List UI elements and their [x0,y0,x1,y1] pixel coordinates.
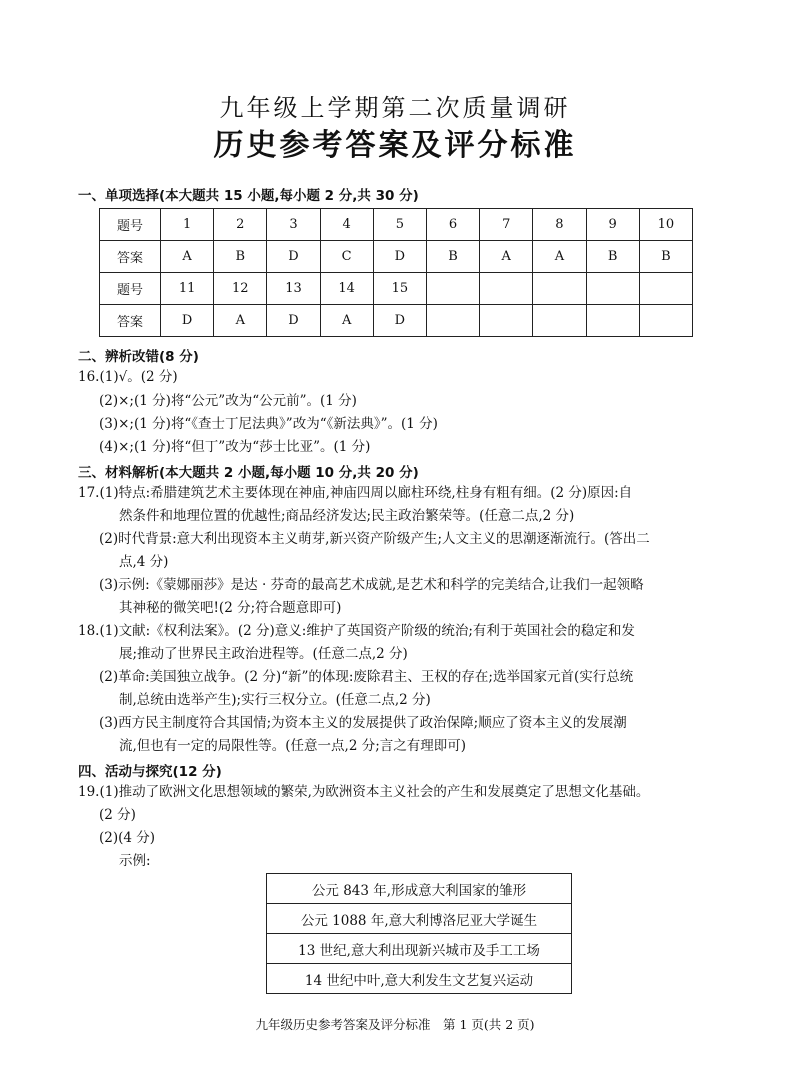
answer-line: 示例: [119,853,151,869]
answer-line: 16.(1)√。(2 分) [78,369,178,385]
timeline-table [266,873,572,994]
table-cell: B [586,241,639,273]
table-row [100,305,693,337]
table-row [267,964,572,994]
table-cell: 12 [214,273,267,305]
document-subtitle: 历史参考答案及评分标准 [213,128,577,163]
table-cell: 8 [533,209,586,241]
page-footer: 九年级历史参考答案及评分标准 第 1 页(共 2 页) [255,1017,535,1032]
answer-line: 流,但也有一定的局限性等。(任意一点,2 分;言之有理即可) [119,738,467,754]
table-cell [480,305,533,337]
timeline-cell: 13 世纪,意大利出现新兴城市及手工工场 [267,934,572,964]
row-label-answer: 答案 [100,305,161,337]
section-1-heading: 一、单项选择(本大题共 15 小题,每小题 2 分,共 30 分) [78,188,419,204]
table-cell: 2 [214,209,267,241]
table-row [100,209,693,241]
table-cell: B [214,241,267,273]
table-cell: 9 [586,209,639,241]
table-cell [586,273,639,305]
answer-line: 展;推动了世界民主政治进程等。(任意二点,2 分) [119,646,408,662]
table-cell: A [161,241,214,273]
table-cell: B [639,241,692,273]
row-label-answer: 答案 [100,241,161,273]
table-row [267,934,572,964]
section-3-heading: 三、材料解析(本大题共 2 小题,每小题 10 分,共 20 分) [78,465,419,481]
table-cell: A [480,241,533,273]
answer-line: 18.(1)文献:《权利法案》。(2 分)意义:维护了英国资产阶级的统治;有利于英国社会的稳定和发 [78,623,635,639]
table-row [267,904,572,934]
answer-table [99,208,693,337]
answer-line: 17.(1)特点:希腊建筑艺术主要体现在神庙,神庙四周以廊柱环绕,柱身有粗有细。(2 分)原因:自 [78,485,633,501]
table-row [100,241,693,273]
table-cell: B [426,241,479,273]
answer-line: (3)×;(1 分)将“《查士丁尼法典》”改为“《新法典》”。(1 分) [99,416,438,432]
row-label-question: 题号 [100,209,161,241]
answer-line: (2)×;(1 分)将“公元”改为“公元前”。(1 分) [99,393,357,409]
answer-line: 其神秘的微笑吧!(2 分;符合题意即可) [119,600,342,616]
table-cell [586,305,639,337]
table-cell: 10 [639,209,692,241]
table-cell: 4 [320,209,373,241]
answer-line: (3)示例:《蒙娜丽莎》是达 · 芬奇的最高艺术成就,是艺术和科学的完美结合,让我们一起领略 [99,577,644,593]
table-cell: D [267,241,320,273]
table-cell [639,273,692,305]
table-cell: D [373,305,426,337]
table-cell: C [320,241,373,273]
document-title: 九年级上学期第二次质量调研 [219,94,571,122]
answer-line: (2)时代背景:意大利出现资本主义萌芽,新兴资产阶级产生;人文主义的思潮逐渐流行。(答出二 [99,531,650,547]
table-cell [426,273,479,305]
timeline-cell: 14 世纪中叶,意大利发生文艺复兴运动 [267,964,572,994]
table-cell: 15 [373,273,426,305]
row-label-question: 题号 [100,273,161,305]
answer-line: (3)西方民主制度符合其国情;为资本主义的发展提供了政治保障;顺应了资本主义的发展潮 [99,715,627,731]
table-cell: 13 [267,273,320,305]
table-cell [639,305,692,337]
table-cell: D [267,305,320,337]
section-2-heading: 二、辨析改错(8 分) [78,349,199,365]
table-cell: A [533,241,586,273]
table-cell [480,273,533,305]
answer-line: (2)(4 分) [99,830,156,846]
table-cell: 5 [373,209,426,241]
answer-line: 19.(1)推动了欧洲文化思想领域的繁荣,为欧洲资本主义社会的产生和发展奠定了思想文化基础。 [78,784,650,800]
table-row [267,874,572,904]
table-row [100,273,693,305]
table-cell: 1 [161,209,214,241]
answer-line: (2)革命:美国独立战争。(2 分)“新”的体现:废除君主、王权的存在;选举国家元首(实行总统 [99,669,634,685]
timeline-cell: 公元 843 年,形成意大利国家的雏形 [267,874,572,904]
answer-line: 然条件和地理位置的优越性;商品经济发达;民主政治繁荣等。(任意二点,2 分) [119,508,575,524]
table-cell: A [320,305,373,337]
answer-line: 点,4 分) [119,554,169,570]
answer-line: (4)×;(1 分)将“但丁”改为“莎士比亚”。(1 分) [99,439,371,455]
table-cell: A [214,305,267,337]
table-cell: 7 [480,209,533,241]
table-cell: 3 [267,209,320,241]
table-cell: 14 [320,273,373,305]
table-cell [533,273,586,305]
table-cell [426,305,479,337]
table-cell [533,305,586,337]
timeline-cell: 公元 1088 年,意大利博洛尼亚大学诞生 [267,904,572,934]
section-4-heading: 四、活动与探究(12 分) [78,764,222,780]
answer-line: 制,总统由选举产生);实行三权分立。(任意二点,2 分) [119,692,431,708]
table-cell: D [161,305,214,337]
table-cell: D [373,241,426,273]
answer-line: (2 分) [99,807,136,823]
table-cell: 11 [161,273,214,305]
table-cell: 6 [426,209,479,241]
